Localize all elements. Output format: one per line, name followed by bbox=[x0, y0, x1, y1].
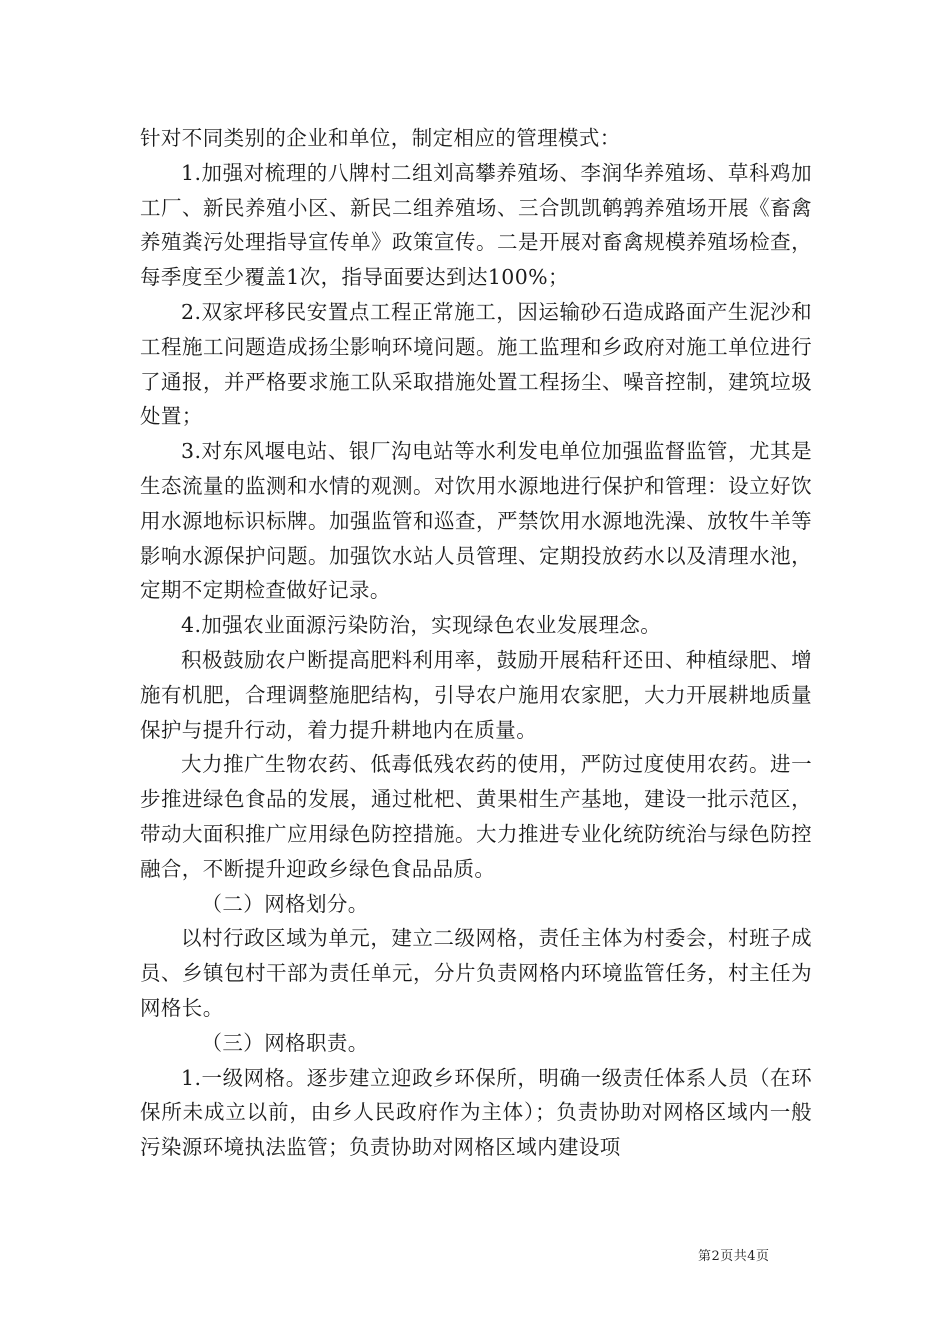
paragraph-pesticide: 大力推广生物农药、低毒低残农药的使用，严防过度使用农药。进一步推进绿色食品的发展，通过枇杷、黄果柑生产基地，建设一批示范区，带动大面积推广应用绿色防控措施。大力推进专业化统防统治与绿色防控融合，不断提升迎政乡绿色食品品质。 bbox=[140, 752, 812, 881]
paragraph-grid-division: 以村行政区域为单元，建立二级网格，责任主体为村委会，村班子成员、乡镇包村干部为责任单元，分片负责网格内环境监管任务，村主任为网格长。 bbox=[140, 926, 812, 1020]
page-number-footer: 第2页共4页 bbox=[698, 1249, 770, 1264]
paragraph-item-4: 4.加强农业面源污染防治，实现绿色农业发展理念。 bbox=[181, 613, 662, 638]
paragraph-item-2: 2.双家坪移民安置点工程正常施工，因运输砂石造成路面产生泥沙和工程施工问题造成扬尘影响环境问题。施工监理和乡政府对施工单位进行了通报，并严格要求施工队采取措施处置工程扬尘、噪音控制，建筑垃圾处置； bbox=[140, 299, 812, 429]
paragraph-intro: 针对不同类别的企业和单位，制定相应的管理模式： bbox=[140, 126, 621, 150]
paragraph-fertilizer: 积极鼓励农户断提高肥料利用率，鼓励开展秸秆还田、种植绿肥、增施有机肥，合理调整施肥结构，引导农户施用农家肥，大力开展耕地质量保护与提升行动，着力提升耕地内在质量。 bbox=[140, 647, 812, 742]
paragraph-item-1: 1.加强对梳理的八牌村二组刘高攀养殖场、李润华养殖场、草科鸡加工厂、新民养殖小区、新民二组养殖场、三合凯凯鹌鹑养殖场开展《畜禽养殖粪污处理指导宣传单》政策宣传。二是开展对畜禽规模养殖场检查，每季度至少覆盖1次，指导面要达到达100%； bbox=[140, 160, 812, 290]
section-heading-grid-division: （二）网格划分。 bbox=[201, 891, 369, 916]
paragraph-item-3: 3.对东风堰电站、银厂沟电站等水利发电单位加强监督监管，尤其是生态流量的监测和水情的观测。对饮用水源地进行保护和管理：设立好饮用水源地标识标牌。加强监管和巡查，严禁饮用水源地洗澡、放牧牛羊等影响水源保护问题。加强饮水站人员管理、定期投放药水以及清理水池，定期不定期检查做好记录。 bbox=[140, 439, 812, 603]
section-heading-grid-duties: （三）网格职责。 bbox=[201, 1030, 369, 1055]
document-body bbox=[140, 121, 812, 1165]
paragraph-first-level-grid: 1.一级网格。逐步建立迎政乡环保所，明确一级责任体系人员（在环保所未成立以前，由乡人民政府作为主体）；负责协助对网格区域内一般污染源环境执法监管；负责协助对网格区域内建设项 bbox=[140, 1065, 812, 1160]
